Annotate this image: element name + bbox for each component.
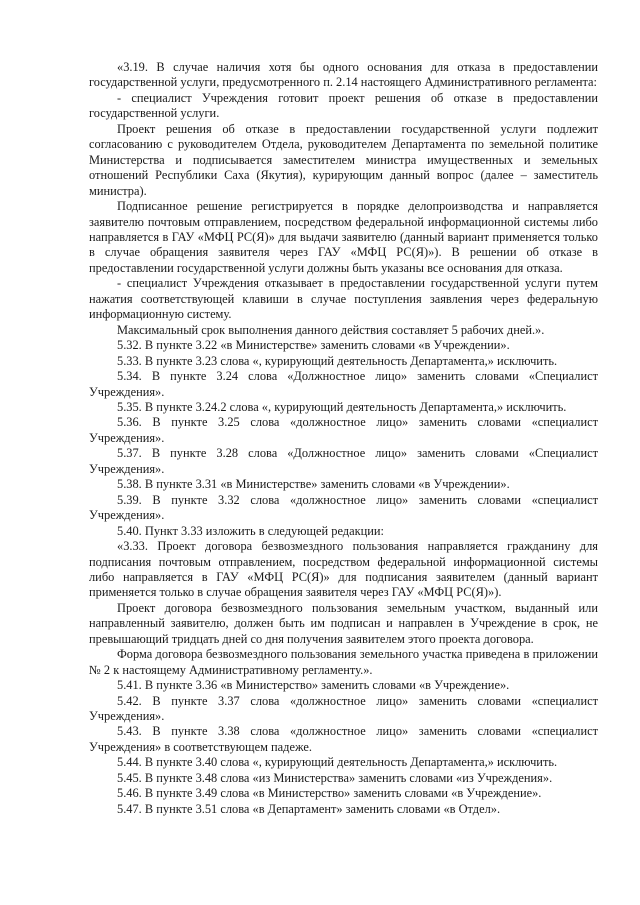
- paragraph: Проект договора безвозмездного пользования земельным участком, выданный или направленный заявителю, должен быть им подписан и направлен в Учреждение в срок, не превышающий тридцать дней со дня получения заявителем этого проекта договора.: [89, 600, 598, 646]
- paragraph: 5.42. В пункте 3.37 слова «должностное лицо» заменить словами «специалист Учреждения».: [89, 693, 598, 724]
- paragraph: 5.35. В пункте 3.24.2 слова «, курирующий деятельность Департамента,» исключить.: [117, 399, 567, 414]
- paragraph: - специалист Учреждения готовит проект решения об отказе в предоставлении государственной услуги.: [89, 90, 598, 121]
- paragraph: 5.36. В пункте 3.25 слова «должностное лицо» заменить словами «специалист Учреждения».: [89, 415, 598, 445]
- paragraph: Форма договора безвозмездного пользования земельного участка приведена в приложении № 2 к настоящему Административному регламенту.».: [89, 647, 598, 677]
- paragraph: 5.43. В пункте 3.38 слова «должностное лицо» заменить словами «специалист Учреждения» в соответствующем падеже.: [89, 724, 598, 754]
- paragraph: - специалист Учреждения отказывает в предоставлении государственной услуги путем нажатия соответствующей клавиши в случае поступления заявления через федеральную информационную систему.: [89, 276, 598, 322]
- paragraph: 5.38. В пункте 3.31 «в Министерстве» заменить словами «в Учреждении».: [117, 477, 510, 492]
- paragraph: 5.40. Пункт 3.33 изложить в следующей редакции:: [117, 523, 384, 538]
- document-page: [89, 60, 598, 817]
- paragraph: 5.32. В пункте 3.22 «в Министерстве» заменить словами «в Учреждении».: [117, 338, 510, 353]
- paragraph: 5.47. В пункте 3.51 слова «в Департамент» заменить словами «в Отдел».: [117, 801, 501, 816]
- paragraph: Подписанное решение регистрируется в порядке делопроизводства и направляется заявителю почтовым отправлением, посредством федеральной информационной системы либо направляется в ГАУ «МФЦ РС(Я)» для выдачи заявителю (данный вариант применяется только в случае обращения заявителя через ГАУ «МФЦ РС(Я)»). В решении об отказе в предоставлении государственной услуги должны быть указаны все основания для отказа.: [89, 199, 598, 275]
- paragraph: 5.44. В пункте 3.40 слова «, курирующий деятельность Департамента,» исключить.: [117, 755, 558, 770]
- paragraph: Максимальный срок выполнения данного действия составляет 5 рабочих дней.».: [117, 322, 545, 337]
- paragraph: 5.37. В пункте 3.28 слова «Должностное лицо» заменить словами «Специалист Учреждения».: [89, 446, 598, 476]
- paragraph: 5.33. В пункте 3.23 слова «, курирующий деятельность Департамента,» исключить.: [117, 353, 558, 368]
- paragraph: Проект решения об отказе в предоставлении государственной услуги подлежит согласованию с руководителем Отдела, руководителем Департамента по земельной политике Министерства и подписывается заместителем министра имущественных и земельных отношений Республики Саха (Якутия), курирующим данный вопрос (далее – заместитель министра).: [89, 121, 598, 198]
- paragraph: «3.33. Проект договора безвозмездного пользования направляется гражданину для подписания почтовым отправлением, посредством федеральной информационной системы либо направляется в ГАУ «МФЦ РС(Я)» для подписания заявителем (данный вариант применяется только в случае обращения заявителя через ГАУ «МФЦ РС(Я)»).: [89, 539, 598, 600]
- paragraph: 5.41. В пункте 3.36 «в Министерство» заменить словами «в Учреждение».: [117, 678, 510, 693]
- paragraph: 5.46. В пункте 3.49 слова «в Министерство» заменить словами «в Учреждение».: [117, 786, 542, 801]
- paragraph: 5.34. В пункте 3.24 слова «Должностное лицо» заменить словами «Специалист Учреждения».: [89, 369, 598, 399]
- paragraph: 5.45. В пункте 3.48 слова «из Министерства» заменить словами «из Учреждения».: [117, 770, 553, 785]
- paragraph: 5.39. В пункте 3.32 слова «должностное лицо» заменить словами «специалист Учреждения».: [89, 492, 598, 523]
- paragraph: «3.19. В случае наличия хотя бы одного основания для отказа в предоставлении государственной услуги, предусмотренного п. 2.14 настоящего Административного регламента:: [89, 60, 598, 90]
